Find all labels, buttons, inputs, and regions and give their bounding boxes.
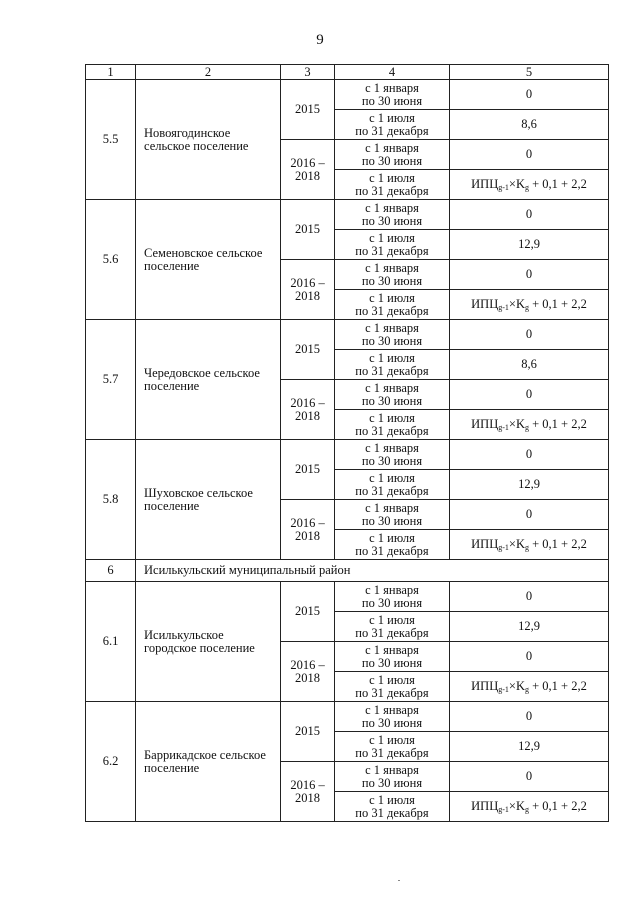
settlement-name: Чередовское сельское поселение — [136, 320, 281, 440]
period-cell — [335, 792, 450, 822]
settlement-number: 5.5 — [86, 80, 136, 200]
period-cell — [335, 80, 450, 110]
header-row — [86, 65, 609, 80]
period-from: с 1 июля — [369, 110, 415, 125]
formula-sub1: g-1 — [498, 543, 509, 552]
formula-suffix: + 0,1 + 2,2 — [528, 679, 587, 693]
period-to: по 30 июня — [361, 655, 423, 670]
year-end: 2018 — [295, 288, 320, 303]
period-to: по 31 декабря — [355, 805, 429, 820]
period-cell — [335, 672, 450, 702]
formula-prefix: ИПЦ — [471, 679, 499, 693]
year-end: 2018 — [295, 168, 320, 183]
formula-sub1: g-1 — [498, 805, 509, 814]
year-start: 2016 – — [290, 777, 325, 792]
formula-mid: ×K — [508, 177, 525, 191]
period-cell — [335, 200, 450, 230]
period-to: по 31 декабря — [355, 543, 429, 558]
settlement-number: 5.7 — [86, 320, 136, 440]
header-cell: 1 — [86, 65, 136, 80]
table-row — [86, 702, 609, 732]
year-end: 2018 — [295, 528, 320, 543]
value-cell: 0 — [450, 702, 609, 732]
formula-cell — [450, 290, 609, 320]
value-cell: 12,9 — [450, 612, 609, 642]
formula-sub2: g — [524, 303, 529, 312]
period-from: с 1 июля — [369, 290, 415, 305]
period-to: по 31 декабря — [355, 123, 429, 138]
year-cell — [281, 762, 335, 822]
period-from: с 1 января — [365, 380, 419, 395]
year-cell: 2015 — [281, 200, 335, 260]
formula-cell — [450, 530, 609, 560]
period-cell — [335, 612, 450, 642]
period-cell — [335, 582, 450, 612]
formula-cell — [450, 792, 609, 822]
header-cell: 3 — [281, 65, 335, 80]
formula-cell — [450, 672, 609, 702]
period-to: по 30 июня — [361, 453, 423, 468]
period-from: с 1 июля — [369, 230, 415, 245]
value-cell: 0 — [450, 642, 609, 672]
period-cell — [335, 702, 450, 732]
period-to: по 30 июня — [361, 93, 423, 108]
year-cell: 2015 — [281, 582, 335, 642]
value-cell: 0 — [450, 500, 609, 530]
year-end: 2018 — [295, 790, 320, 805]
year-end: 2018 — [295, 670, 320, 685]
period-from: с 1 января — [365, 500, 419, 515]
period-cell — [335, 290, 450, 320]
value-cell: 0 — [450, 762, 609, 792]
period-from: с 1 июля — [369, 732, 415, 747]
value-cell: 12,9 — [450, 470, 609, 500]
period-cell — [335, 230, 450, 260]
formula-mid: ×K — [508, 537, 525, 551]
district-row — [86, 560, 609, 582]
period-from: с 1 января — [365, 140, 419, 155]
period-to: по 30 июня — [361, 333, 423, 348]
page-number: 9 — [316, 32, 324, 48]
period-cell — [335, 410, 450, 440]
tariff-table — [85, 64, 609, 822]
formula-suffix: + 0,1 + 2,2 — [528, 177, 587, 191]
settlement-name: Новоягодинское сельское поселение — [136, 80, 281, 200]
period-to: по 30 июня — [361, 775, 423, 790]
formula-prefix: ИПЦ — [471, 537, 499, 551]
period-cell — [335, 140, 450, 170]
year-cell — [281, 642, 335, 702]
year-cell: 2015 — [281, 702, 335, 762]
period-cell — [335, 732, 450, 762]
table-row — [86, 80, 609, 110]
year-start: 2016 – — [290, 275, 325, 290]
header-cell: 2 — [136, 65, 281, 80]
period-to: по 31 декабря — [355, 745, 429, 760]
formula-suffix: + 0,1 + 2,2 — [528, 417, 587, 431]
value-cell: 0 — [450, 582, 609, 612]
period-cell — [335, 350, 450, 380]
period-cell — [335, 470, 450, 500]
period-from: с 1 января — [365, 440, 419, 455]
period-cell — [335, 320, 450, 350]
formula-sub2: g — [524, 183, 529, 192]
year-start: 2016 – — [290, 155, 325, 170]
period-cell — [335, 440, 450, 470]
period-to: по 30 июня — [361, 595, 423, 610]
period-from: с 1 июля — [369, 350, 415, 365]
year-cell: 2015 — [281, 80, 335, 140]
period-from: с 1 января — [365, 260, 419, 275]
period-from: с 1 июля — [369, 672, 415, 687]
formula-mid: ×K — [508, 679, 525, 693]
table-row — [86, 440, 609, 470]
formula-suffix: + 0,1 + 2,2 — [528, 297, 587, 311]
period-to: по 31 декабря — [355, 183, 429, 198]
formula-mid: ×K — [508, 297, 525, 311]
settlement-number: 6.1 — [86, 582, 136, 702]
formula-sub2: g — [524, 543, 529, 552]
formula-prefix: ИПЦ — [471, 799, 499, 813]
table-row — [86, 200, 609, 230]
value-cell: 8,6 — [450, 350, 609, 380]
year-cell — [281, 260, 335, 320]
period-to: по 31 декабря — [355, 625, 429, 640]
settlement-number: 6.2 — [86, 702, 136, 822]
settlement-name: Баррикадское сельское поселение — [136, 702, 281, 822]
formula-mid: ×K — [508, 799, 525, 813]
value-cell: 0 — [450, 440, 609, 470]
district-number: 6 — [86, 560, 136, 582]
settlement-number: 5.6 — [86, 200, 136, 320]
formula-sub1: g-1 — [498, 183, 509, 192]
year-start: 2016 – — [290, 515, 325, 530]
district-name: Исилькульский муниципальный район — [136, 560, 609, 582]
formula-prefix: ИПЦ — [471, 177, 499, 191]
formula-cell — [450, 410, 609, 440]
year-end: 2018 — [295, 408, 320, 423]
period-to: по 30 июня — [361, 513, 423, 528]
value-cell: 12,9 — [450, 732, 609, 762]
settlement-name: Семеновское сельское поселение — [136, 200, 281, 320]
period-from: с 1 января — [365, 702, 419, 717]
formula-sub1: g-1 — [498, 303, 509, 312]
header-cell: 5 — [450, 65, 609, 80]
period-from: с 1 января — [365, 320, 419, 335]
year-cell — [281, 140, 335, 200]
period-cell — [335, 500, 450, 530]
period-from: с 1 июля — [369, 612, 415, 627]
period-cell — [335, 260, 450, 290]
period-from: с 1 июля — [369, 792, 415, 807]
value-cell: 12,9 — [450, 230, 609, 260]
year-cell: 2015 — [281, 320, 335, 380]
period-cell — [335, 762, 450, 792]
period-from: с 1 июля — [369, 170, 415, 185]
period-from: с 1 июля — [369, 470, 415, 485]
formula-prefix: ИПЦ — [471, 417, 499, 431]
period-from: с 1 января — [365, 642, 419, 657]
period-to: по 31 декабря — [355, 243, 429, 258]
value-cell: 0 — [450, 320, 609, 350]
year-start: 2016 – — [290, 657, 325, 672]
settlement-number: 5.8 — [86, 440, 136, 560]
period-to: по 31 декабря — [355, 685, 429, 700]
formula-mid: ×K — [508, 417, 525, 431]
settlement-name: Исилькульское городское поселение — [136, 582, 281, 702]
table-row — [86, 582, 609, 612]
formula-suffix: + 0,1 + 2,2 — [528, 537, 587, 551]
formula-prefix: ИПЦ — [471, 297, 499, 311]
value-cell: 0 — [450, 200, 609, 230]
formula-cell — [450, 170, 609, 200]
value-cell: 0 — [450, 380, 609, 410]
value-cell: 0 — [450, 80, 609, 110]
table-row — [86, 320, 609, 350]
header-cell: 4 — [335, 65, 450, 80]
formula-sub1: g-1 — [498, 423, 509, 432]
value-cell: 0 — [450, 140, 609, 170]
year-cell — [281, 500, 335, 560]
period-from: с 1 июля — [369, 410, 415, 425]
period-to: по 31 декабря — [355, 423, 429, 438]
period-to: по 30 июня — [361, 273, 423, 288]
period-from: с 1 января — [365, 762, 419, 777]
period-from: с 1 января — [365, 80, 419, 95]
scan-mark — [398, 880, 400, 881]
formula-sub1: g-1 — [498, 685, 509, 694]
period-to: по 30 июня — [361, 393, 423, 408]
period-cell — [335, 642, 450, 672]
period-to: по 30 июня — [361, 153, 423, 168]
period-cell — [335, 380, 450, 410]
formula-sub2: g — [524, 685, 529, 694]
period-from: с 1 января — [365, 200, 419, 215]
period-from: с 1 января — [365, 582, 419, 597]
period-cell — [335, 530, 450, 560]
value-cell: 0 — [450, 260, 609, 290]
settlement-name: Шуховское сельское поселение — [136, 440, 281, 560]
formula-sub2: g — [524, 423, 529, 432]
period-to: по 31 декабря — [355, 363, 429, 378]
year-cell: 2015 — [281, 440, 335, 500]
period-to: по 30 июня — [361, 213, 423, 228]
year-start: 2016 – — [290, 395, 325, 410]
period-from: с 1 июля — [369, 530, 415, 545]
period-to: по 31 декабря — [355, 303, 429, 318]
period-to: по 31 декабря — [355, 483, 429, 498]
year-cell — [281, 380, 335, 440]
period-cell — [335, 110, 450, 140]
formula-sub2: g — [524, 805, 529, 814]
value-cell: 8,6 — [450, 110, 609, 140]
period-to: по 30 июня — [361, 715, 423, 730]
period-cell — [335, 170, 450, 200]
formula-suffix: + 0,1 + 2,2 — [528, 799, 587, 813]
